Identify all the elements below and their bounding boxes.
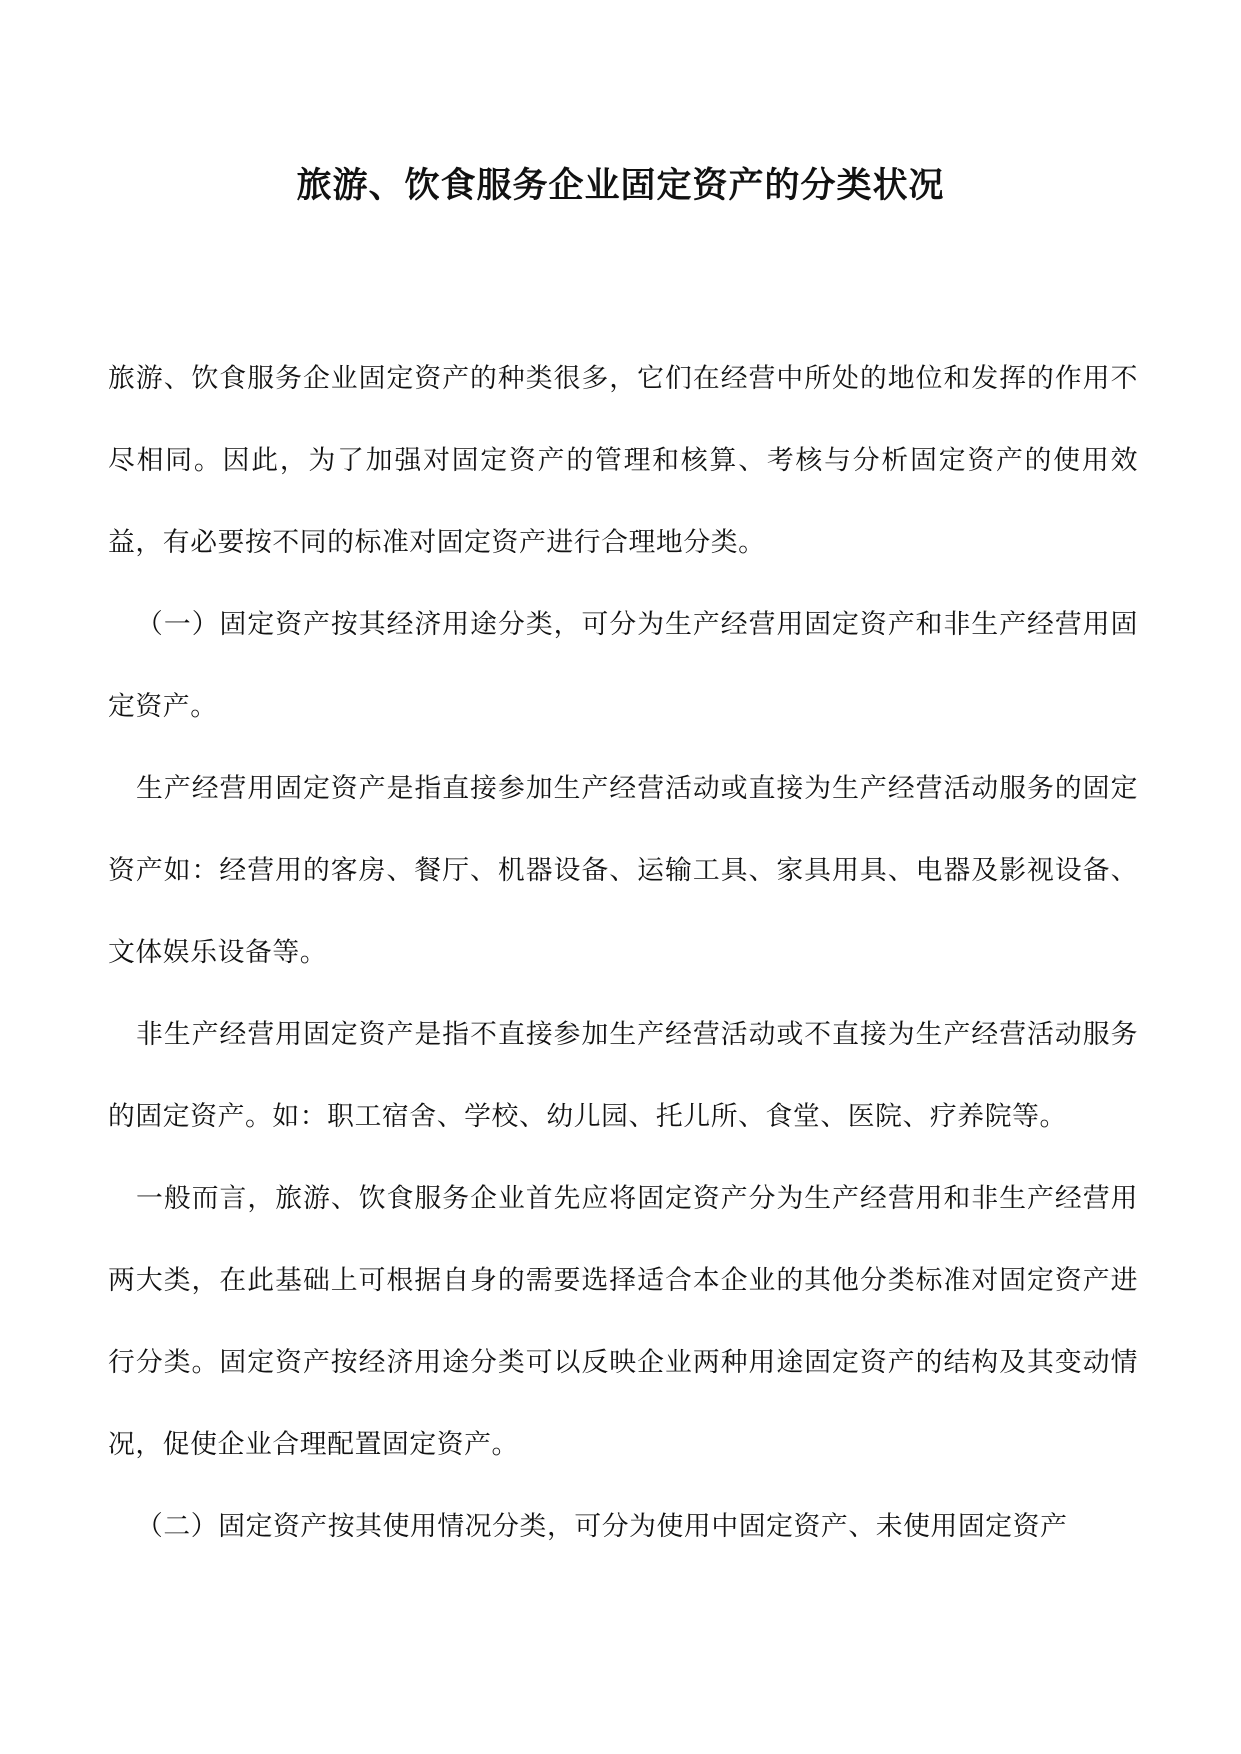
paragraph-section-2-heading: （二）固定资产按其使用情况分类，可分为使用中固定资产、未使用固定资产 [136,1511,1068,1542]
paragraph-non-production-assets: 非生产经营用固定资产是指不直接参加生产经营活动或不直接为生产经营活动服务的固定资产。如：职工宿舍、学校、幼儿园、托儿所、食堂、医院、疗养院等。 [108,1019,1138,1132]
document-body [108,338,1138,1568]
paragraph-intro: 旅游、饮食服务企业固定资产的种类很多，它们在经营中所处的地位和发挥的作用不尽相同。因此，为了加强对固定资产的管理和核算、考核与分析固定资产的使用效益，有必要按不同的标准对固定资产进行合理地分类。 [108,363,1138,558]
document-title: 旅游、饮食服务企业固定资产的分类状况 [296,166,945,206]
paragraph-general-summary: 一般而言，旅游、饮食服务企业首先应将固定资产分为生产经营用和非生产经营用两大类，在此基础上可根据自身的需要选择适合本企业的其他分类标准对固定资产进行分类。固定资产按经济用途分类可以反映企业两种用途固定资产的结构及其变动情况，促使企业合理配置固定资产。 [108,1183,1138,1460]
paragraph-section-1-heading: （一）固定资产按其经济用途分类，可分为生产经营用固定资产和非生产经营用固定资产。 [108,609,1138,722]
paragraph-production-assets: 生产经营用固定资产是指直接参加生产经营活动或直接为生产经营活动服务的固定资产如：经营用的客房、餐厅、机器设备、运输工具、家具用具、电器及影视设备、文体娱乐设备等。 [108,773,1138,968]
